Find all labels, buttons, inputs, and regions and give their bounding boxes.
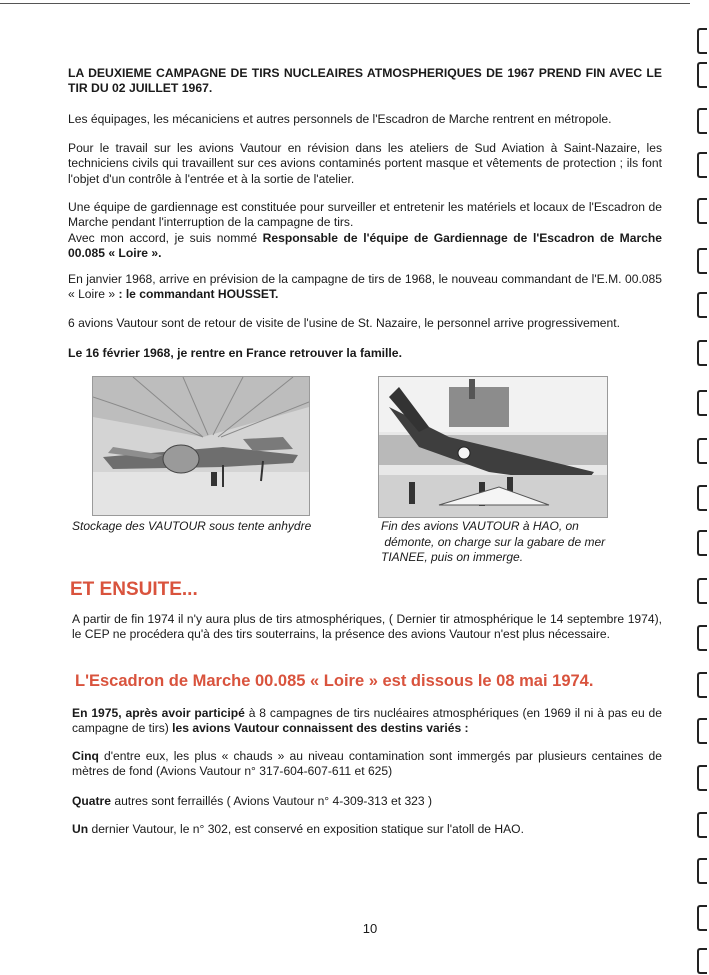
paragraph-housset: [68, 272, 662, 303]
un-label: Un: [72, 822, 89, 836]
destins-text: les avions Vautour connaissent des destins variés :: [172, 721, 469, 736]
caption-hao: [381, 519, 605, 566]
page-number: 10: [362, 921, 378, 936]
paragraph-six-avions: 6 avions Vautour sont de retour de visite de l'usine de St. Nazaire, le personnel arrive progressivement.: [68, 316, 620, 330]
paragraph-return: Les équipages, les mécaniciens et autres personnels de l'Escadron de Marche rentrent en métropole.: [68, 112, 612, 126]
housset-name: : le commandant HOUSSET.: [118, 287, 279, 302]
caption-hao-line1: Fin des avions VAUTOUR à HAO, on: [381, 519, 579, 533]
caption-hao-line2: démonte, on charge sur la gabare de mer: [381, 534, 606, 549]
paragraph-1975: [72, 706, 662, 737]
paragraph-saint-nazaire: Pour le travail sur les avions Vautour en révision dans les ateliers de Sud Aviation à Saint-Nazaire, les techniciens civils qui travaillent sur ces avions contaminés portent masque et vêtements de protection ; ils font l'objet d'un contrôle à l'entrée et à la sortie de l'atelier.: [68, 141, 662, 186]
cinq-label: Cinq: [72, 749, 99, 763]
cinq-text: d'entre eux, les plus « chauds » au niveau contamination sont immergés par plusieurs centaines de mètres de fond (Avions Vautour n° 317-604-607-611 et 625): [72, 749, 662, 779]
responsable-text: Responsable de l'équipe de Gardiennage de l'Escadron de Marche 00.085 « Loire ».: [68, 230, 662, 261]
quatre-label: Quatre: [72, 794, 111, 808]
accord-text: Avec mon accord, je suis nommé: [68, 230, 263, 245]
photo-chargement-gabare: [378, 376, 608, 518]
paragraph-fin-tirs: A partir de fin 1974 il n'y aura plus de tirs atmosphériques, ( Dernier tir atmosphérique le 14 septembre 1974), le CEP ne procédera qu'à des tirs souterrains, la présence des avions Vautour n'est plus nécessaire.: [72, 612, 662, 642]
quatre-text: autres sont ferraillés ( Avions Vautour n° 4-309-313 et 323 ): [110, 794, 433, 808]
spiral-binding: [691, 0, 709, 975]
un-text: dernier Vautour, le n° 302, est conservé en exposition statique sur l'atoll de HAO.: [88, 822, 524, 836]
top-rule: [0, 3, 690, 4]
escadron-dissous-heading: L'Escadron de Marche 00.085 « Loire » est dissous le 08 mai 1974.: [75, 672, 594, 690]
photo-stockage-tente: [92, 376, 310, 516]
caption-stockage: Stockage des VAUTOUR sous tente anhydre: [72, 519, 312, 533]
paragraph-un: [72, 822, 662, 837]
caption-hao-line3: TIANEE, puis on immerge.: [381, 550, 524, 564]
en-1975-text: En 1975, après avoir participé: [72, 706, 245, 720]
section-title-et-ensuite: ET ENSUITE...: [70, 579, 198, 600]
paragraph-retour-france: Le 16 février 1968, je rentre en France retrouver la famille.: [68, 346, 402, 360]
campagnes-text: à 8 campagnes de tirs nucléaires atmosphériques (en 1969 il ni à pas eu de campagne de tirs): [72, 706, 662, 736]
paragraph-gardiennage: [68, 200, 662, 262]
paragraph-quatre: [72, 794, 662, 809]
housset-intro: En janvier 1968, arrive en prévision de la campagne de tirs de 1968, le nouveau commandant de l'E.M. 00.085 « Loire »: [68, 272, 662, 302]
page-heading: LA DEUXIEME CAMPAGNE DE TIRS NUCLEAIRES ATMOSPHERIQUES DE 1967 PREND FIN AVEC LE TIR DU 02 JUILLET 1967.: [68, 66, 662, 96]
paragraph-cinq: [72, 749, 662, 780]
gardiennage-text: Une équipe de gardiennage est constituée pour surveiller et entretenir les matériels et locaux de l'Escadron de Marche pendant l'interruption de la campagne de tirs.: [68, 200, 662, 230]
